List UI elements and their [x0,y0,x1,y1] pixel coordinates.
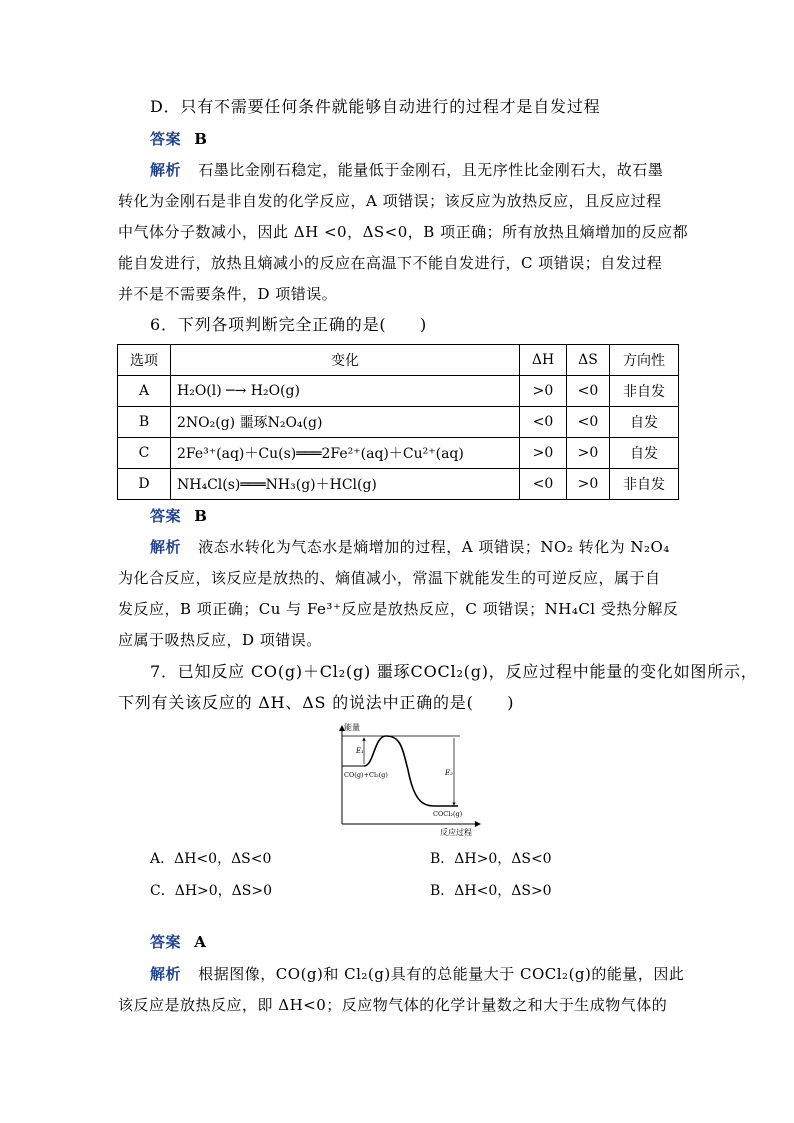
cell-change: 2NO₂(g) 噩琢N₂O₄(g) [171,407,520,438]
cell-option: D [118,469,171,500]
cell-direction: 非自发 [610,469,679,500]
cell-ds: <0 [567,407,610,438]
header-change: 变化 [171,345,520,376]
cell-option: B [118,407,171,438]
answer-7 [150,932,710,952]
cell-change: 2Fe³⁺(aq)＋Cu(s)═══2Fe²⁺(aq)＋Cu²⁺(aq) [171,438,520,469]
answer-5 [150,129,710,149]
answer-label: 答案 [150,933,182,951]
table-row [118,469,679,500]
explanation-5-line-2: 转化为金刚石是非自发的化学反应，A 项错误；该反应为放热反应，且反应过程 [118,192,662,210]
header-option: 选项 [118,345,171,376]
answer-value: B [194,507,208,525]
table-row [118,407,679,438]
cell-dh: <0 [520,469,567,500]
table-row [118,376,679,407]
cell-dh: >0 [520,376,567,407]
option-c: C．ΔH>0，ΔS>0 [150,883,273,899]
cell-direction: 非自发 [610,376,679,407]
explanation-6-line-1: 解析 液态水转化为气态水是熵增加的过程，A 项错误；NO₂ 转化为 N₂O₄ [150,538,670,556]
cell-direction: 自发 [610,438,679,469]
header-ds: ΔS [567,345,610,376]
header-direction: 方向性 [610,345,679,376]
y-axis-label: 能量 [344,723,360,732]
explanation-6-line-3: 发反应，B 项正确；Cu 与 Fe³⁺反应是放热反应，C 项错误；NH₄Cl 受热分解反 [118,600,679,618]
explanation-7-line-1: 解析 根据图像，CO(g)和 Cl₂(g)具有的总能量大于 COCl₂(g)的能量，因此 [150,965,685,983]
header-dh: ΔH [520,345,567,376]
product-label: COCl₂(g) [433,810,463,818]
cell-option: C [118,438,171,469]
e1-label: E₁ [356,747,364,755]
cell-ds: >0 [567,469,610,500]
answer-label: 答案 [150,130,182,148]
reactant-label: CO(g)+Cl₂(g) [344,771,388,779]
explanation-5-line-3: 中气体分子数减小，因此 ΔH <0，ΔS<0，B 项正确；所有放热且熵增加的反应都 [118,223,689,241]
cell-dh: >0 [520,438,567,469]
cell-ds: <0 [567,376,610,407]
explanation-5-line-1: 解析 石墨比金刚石稳定，能量低于金刚石，且无序性比金刚石大，故石墨 [150,161,664,179]
option-b: B．ΔH>0，ΔS<0 [430,851,552,867]
question-6-table [117,344,679,500]
explanation-5-line-4: 能自发进行，放热且熵减小的反应在高温下不能自发进行，C 项错误；自发过程 [118,254,663,272]
answer-label: 答案 [150,507,182,525]
question-7-stem-line-1: 7．已知反应 CO(g)＋Cl₂(g) 噩琢COCl₂(g)，反应过程中能量的变化如图所示， [150,662,758,681]
question-6-stem: 6．下列各项判断完全正确的是( ) [150,315,428,334]
option-d: B．ΔH<0，ΔS>0 [430,883,552,899]
explanation-7-line-2: 该反应是放热反应，即 ΔH<0；反应物气体的化学计量数之和大于生成物气体的 [118,996,668,1014]
cell-dh: <0 [520,407,567,438]
explanation-label: 解析 [150,161,182,179]
explanation-6-line-4: 应属于吸热反应，D 项错误。 [118,631,322,649]
table-row [118,438,679,469]
explanation-label: 解析 [150,538,182,556]
answer-value: B [194,130,208,148]
cell-change: H₂O(l) ─→ H₂O(g) [171,376,520,407]
energy-diagram [330,720,490,838]
x-axis-label: 反应过程 [440,828,472,837]
cell-change: NH₄Cl(s)═══NH₃(g)＋HCl(g) [171,469,520,500]
answer-6 [150,506,710,526]
question-7-stem-line-2: 下列有关该反应的 ΔH、ΔS 的说法中正确的是( ) [118,693,515,712]
cell-option: A [118,376,171,407]
table-header-row [118,345,679,376]
answer-value: A [194,933,207,951]
explanation-label: 解析 [150,965,182,983]
option-d-text: D．只有不需要任何条件就能够自动进行的过程才是自发过程 [150,97,601,116]
cell-direction: 自发 [610,407,679,438]
cell-ds: >0 [567,438,610,469]
explanation-6-line-2: 为化合反应，该反应是放热的、熵值减小，常温下就能发生的可逆反应，属于自 [118,569,661,587]
option-a: A．ΔH<0，ΔS<0 [150,851,272,867]
e2-label: E₂ [445,769,453,777]
explanation-5-line-5: 并不是不需要条件，D 项错误。 [118,285,338,303]
